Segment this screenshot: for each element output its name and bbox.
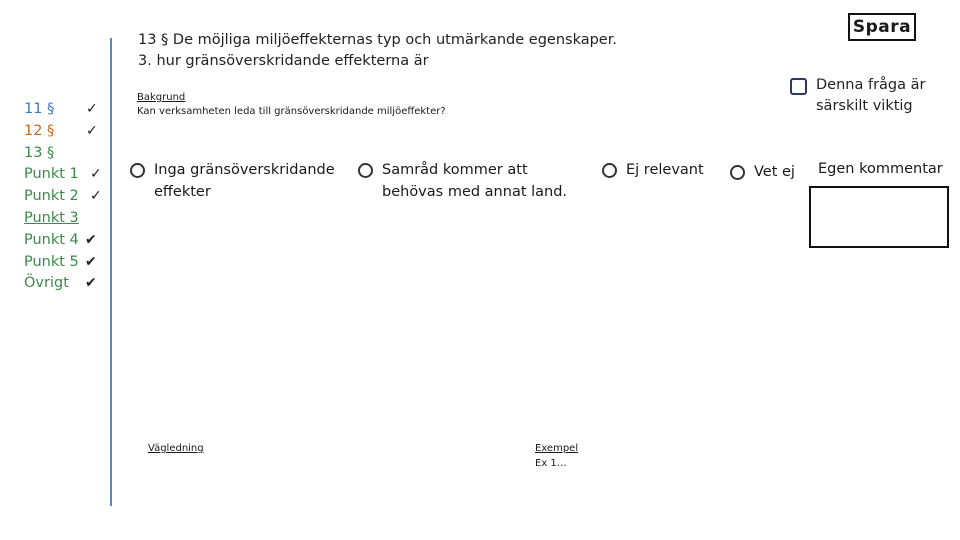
nav-item-label: 13 § (24, 144, 55, 161)
nav-item-label: Punkt 1 (24, 166, 79, 183)
check-icon: ✓ (90, 166, 102, 183)
example-link[interactable]: Exempel (535, 443, 579, 454)
nav-item[interactable] (24, 121, 98, 143)
nav-item[interactable] (24, 164, 102, 186)
important-checkbox[interactable] (790, 78, 807, 95)
nav-item-label: Punkt 3 (24, 209, 79, 226)
guidance-link[interactable]: Vägledning (148, 443, 204, 454)
nav-item-label: Punkt 5 (24, 253, 79, 270)
option-not-relevant-label: Ej relevant (626, 162, 704, 178)
page-title (138, 30, 617, 72)
nav-item[interactable] (24, 99, 98, 121)
nav-item[interactable] (24, 208, 79, 230)
option-consultation-label: Samråd kommer att behövas med annat land. (382, 162, 568, 200)
important-label-line2: särskilt viktig (816, 98, 913, 114)
check-icon: ✔ (85, 231, 97, 248)
important-label-line1: Denna fråga är (816, 77, 926, 93)
option-no-transboundary-label: Inga gränsöverskridande effekter (154, 162, 335, 200)
check-icon: ✓ (86, 122, 98, 139)
option-consultation[interactable] (358, 159, 567, 203)
check-icon: ✓ (86, 101, 98, 117)
check-icon: ✔ (85, 253, 97, 270)
own-comment-input[interactable] (809, 186, 949, 248)
nav-item[interactable] (24, 186, 102, 208)
page-title-line1: 13 § De möjliga miljöeffekternas typ och utmärkande egenskaper. (138, 32, 617, 48)
nav-item[interactable] (24, 273, 97, 295)
important-label (816, 75, 925, 117)
background-question: Kan verksamheten leda till gränsöverskridande miljöeffekter? (137, 106, 446, 117)
option-dont-know[interactable] (730, 161, 795, 183)
nav-item[interactable] (24, 252, 97, 274)
radio-consultation[interactable] (358, 163, 373, 178)
option-not-relevant[interactable] (602, 159, 704, 181)
radio-not-relevant[interactable] (602, 163, 617, 178)
example-text: Ex 1… (535, 458, 567, 469)
nav-item-label: 11 § (24, 101, 55, 117)
nav-item[interactable] (24, 230, 97, 252)
option-dont-know-label: Vet ej (754, 164, 795, 180)
radio-dont-know[interactable] (730, 165, 745, 180)
radio-no-transboundary[interactable] (130, 163, 145, 178)
sidebar-divider (110, 38, 112, 506)
nav-item-label: 12 § (24, 122, 55, 139)
section-nav (24, 99, 102, 295)
check-icon: ✔ (85, 275, 97, 292)
background-title[interactable]: Bakgrund (137, 92, 186, 103)
nav-item[interactable] (24, 143, 79, 165)
page-title-line2: 3. hur gränsöverskridande effekterna är (138, 53, 429, 69)
save-button[interactable]: Spara (848, 13, 916, 41)
own-comment-label: Egen kommentar (818, 161, 943, 177)
nav-item-label: Punkt 4 (24, 231, 79, 248)
nav-item-label: Övrigt (24, 275, 69, 292)
nav-item-label: Punkt 2 (24, 188, 79, 205)
check-icon: ✓ (90, 188, 102, 205)
option-no-transboundary[interactable] (130, 159, 335, 203)
